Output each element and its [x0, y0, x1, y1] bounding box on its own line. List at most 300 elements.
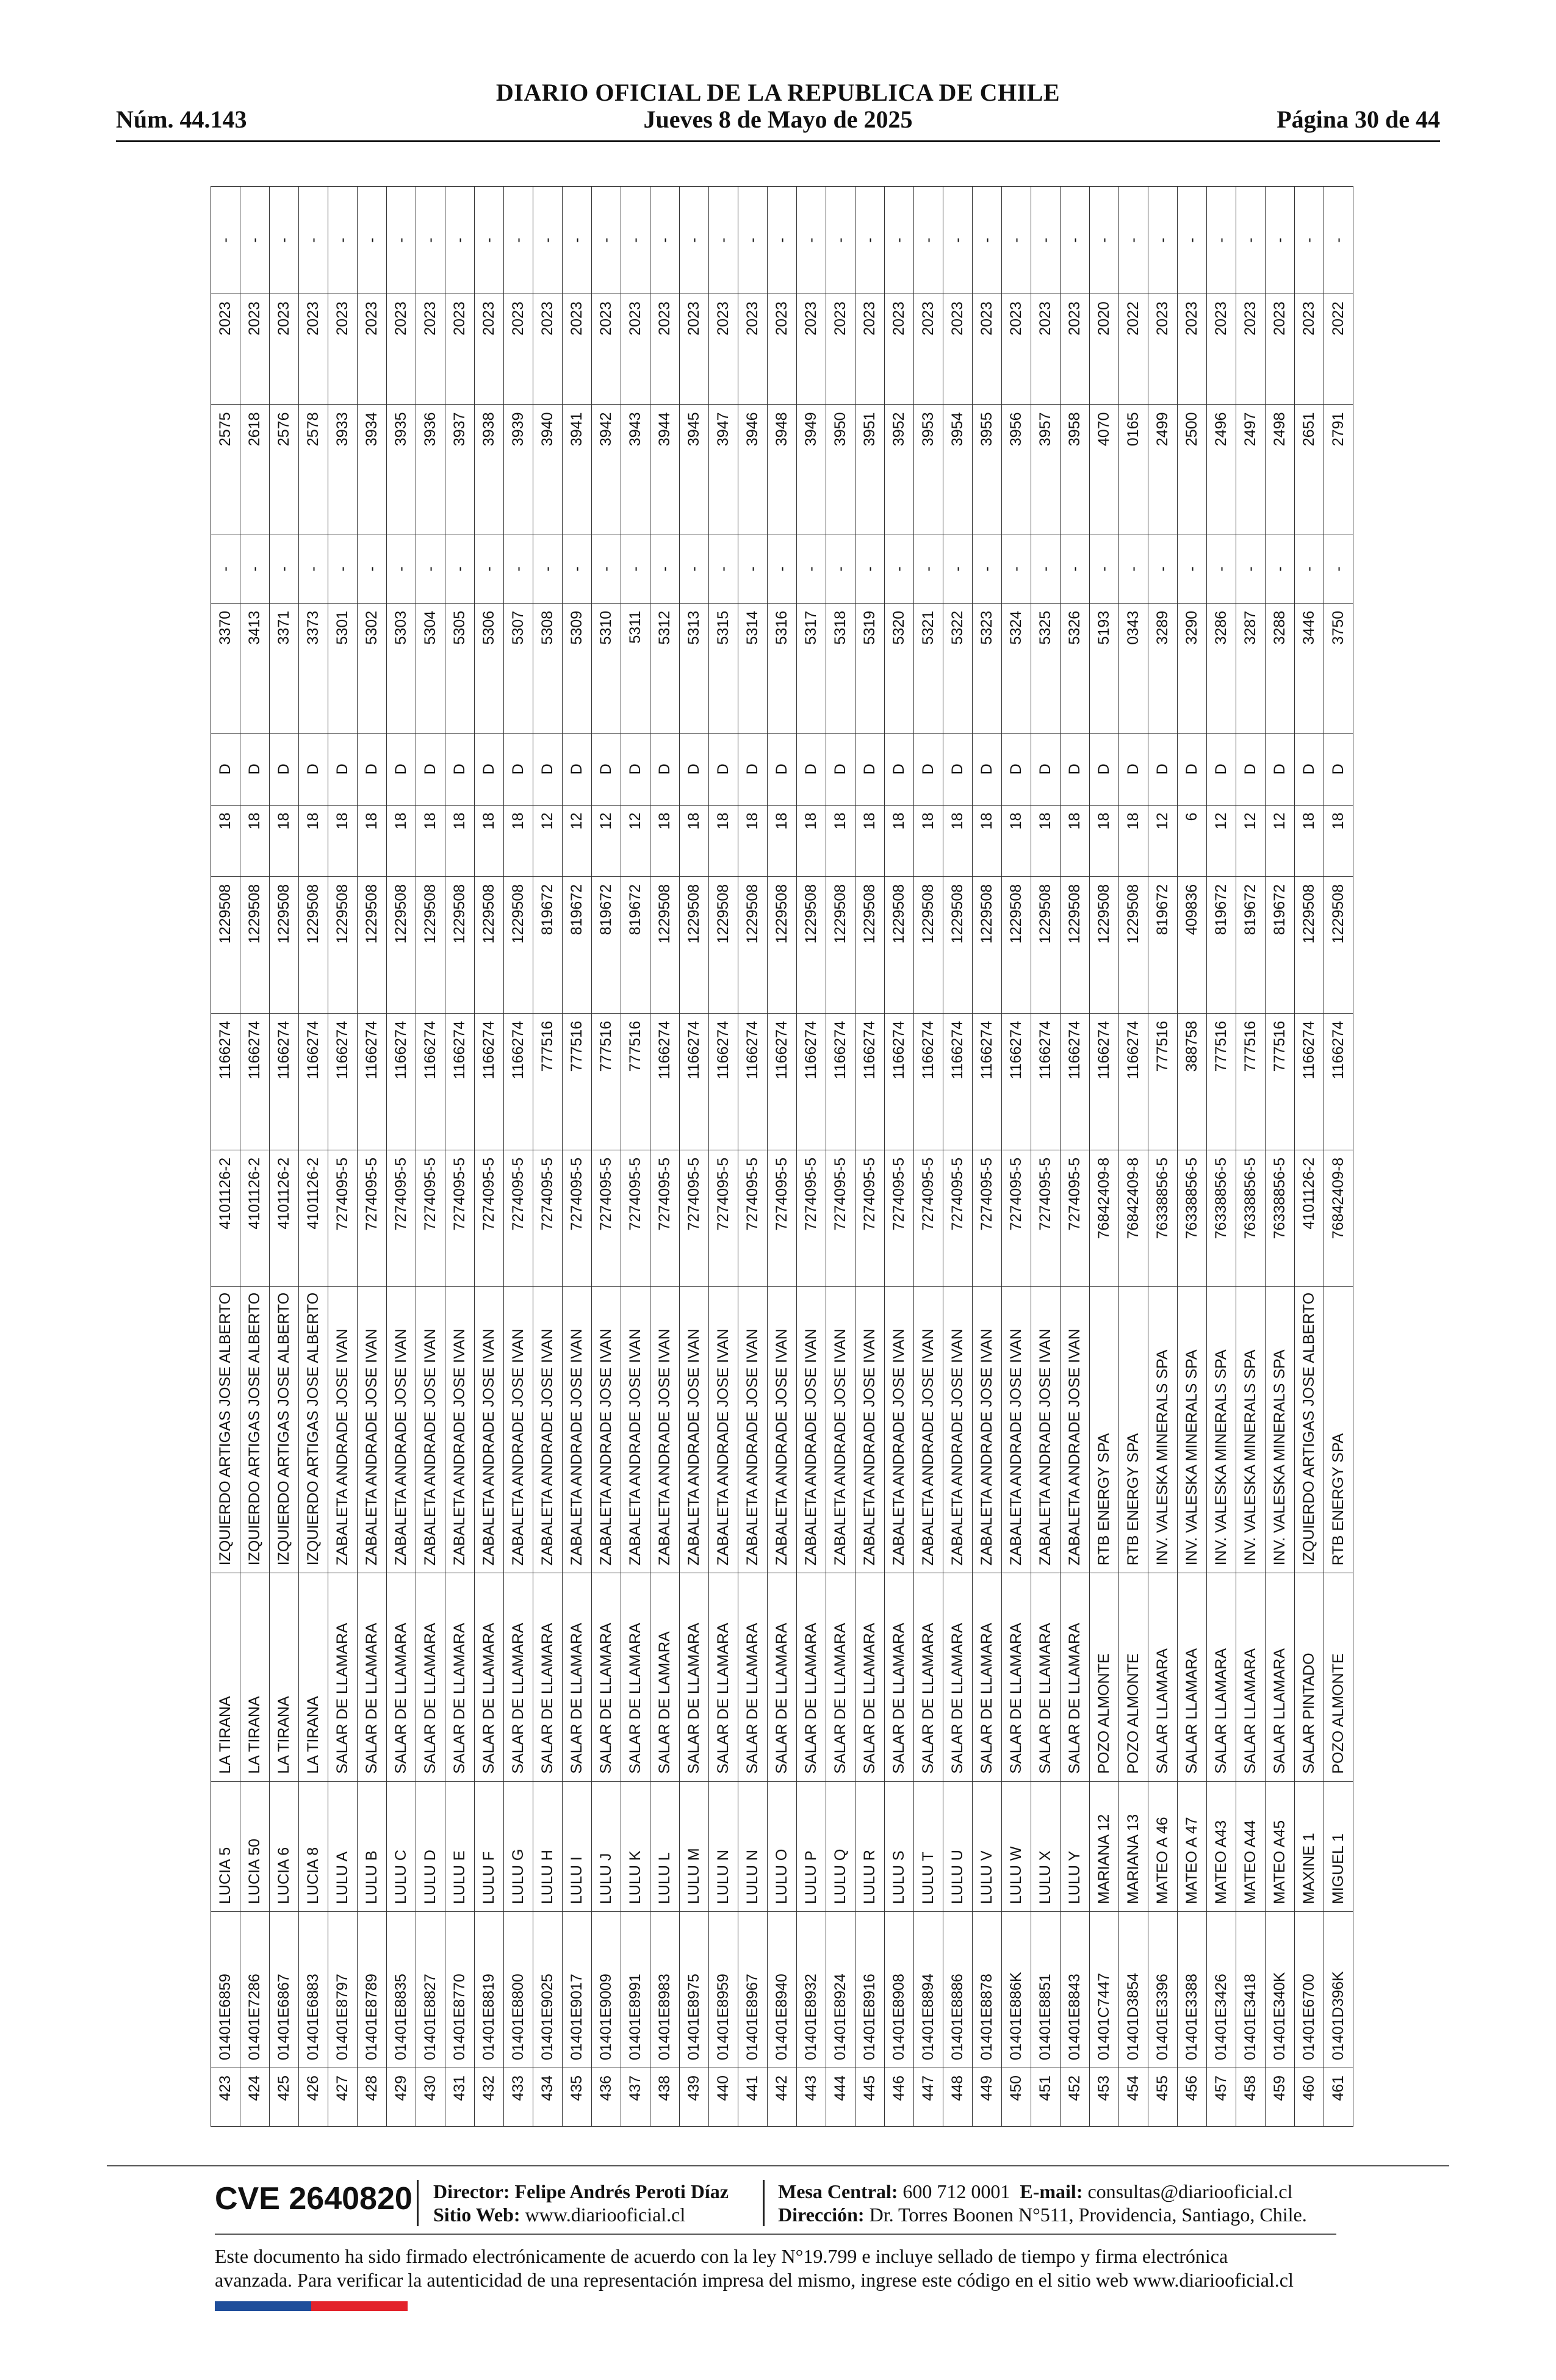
table-cell: D [358, 734, 387, 805]
table-cell: 1229508 [1061, 876, 1090, 1013]
table-cell: - [1324, 187, 1353, 294]
table-cell: 01401E3388 [1178, 1911, 1207, 2068]
table-cell: ZABALETA ANDRADE JOSE IVAN [328, 1286, 358, 1573]
table-cell: 7274095-5 [445, 1150, 475, 1286]
table-cell: - [738, 187, 768, 294]
table-cell: 7274095-5 [885, 1150, 914, 1286]
table-cell: - [299, 535, 328, 603]
table-cell: 7274095-5 [475, 1150, 504, 1286]
table-cell: 423 [211, 2068, 240, 2127]
table-cell: 434 [533, 2068, 563, 2127]
table-cell: 1166274 [1090, 1013, 1119, 1150]
table-cell: 4101126-2 [1295, 1150, 1324, 1286]
table-cell: 453 [1090, 2068, 1119, 2127]
table-cell: 1229508 [328, 876, 358, 1013]
table-cell: 2023 [709, 294, 738, 405]
director-block [433, 2180, 729, 2226]
table-cell: - [1324, 535, 1353, 603]
web-label: Sitio Web: [433, 2204, 520, 2226]
table-cell: LUCIA 50 [240, 1781, 270, 1911]
table-cell: 18 [240, 805, 270, 876]
table-cell: D [738, 734, 768, 805]
table-cell: 1229508 [1119, 876, 1148, 1013]
table-cell: ZABALETA ANDRADE JOSE IVAN [621, 1286, 650, 1573]
table-row [416, 187, 445, 2127]
table-cell: D [445, 734, 475, 805]
table-row [1207, 187, 1236, 2127]
table-cell: 18 [680, 805, 709, 876]
table-cell: POZO ALMONTE [1090, 1573, 1119, 1781]
table-row [270, 187, 299, 2127]
table-cell: 01401E3426 [1207, 1911, 1236, 2068]
table-cell: SALAR DE LLAMARA [387, 1573, 416, 1781]
newspaper-title: DIARIO OFICIAL DE LA REPUBLICA DE CHILE [495, 79, 1061, 106]
table-cell: 2023 [1061, 294, 1090, 405]
table-cell: - [973, 187, 1002, 294]
table-cell: - [445, 535, 475, 603]
table-cell: 1166274 [797, 1013, 826, 1150]
table-cell: 1229508 [445, 876, 475, 1013]
table-cell: 1166274 [358, 1013, 387, 1150]
table-cell: 18 [738, 805, 768, 876]
table-cell: 777516 [1236, 1013, 1266, 1150]
table-cell: - [650, 187, 680, 294]
table-cell: ZABALETA ANDRADE JOSE IVAN [797, 1286, 826, 1573]
table-cell: 18 [387, 805, 416, 876]
table-cell: 7274095-5 [650, 1150, 680, 1286]
table-cell: 18 [1119, 805, 1148, 876]
table-cell: 435 [563, 2068, 592, 2127]
table-cell: 18 [797, 805, 826, 876]
table-cell: 777516 [621, 1013, 650, 1150]
table-cell: 2578 [299, 405, 328, 535]
table-cell: 01401E9017 [563, 1911, 592, 2068]
table-cell: 3286 [1207, 603, 1236, 733]
table-cell: SALAR DE LLAMARA [914, 1573, 943, 1781]
table-cell: LULU K [621, 1781, 650, 1911]
table-cell: SALAR PINTADO [1295, 1573, 1324, 1781]
table-row [738, 187, 768, 2127]
table-cell: 459 [1266, 2068, 1295, 2127]
table-cell: 1229508 [826, 876, 855, 1013]
table-cell: 76842409-8 [1119, 1150, 1148, 1286]
table-cell: SALAR DE LLAMARA [973, 1573, 1002, 1781]
table-cell: D [299, 734, 328, 805]
table-row [592, 187, 621, 2127]
legal-line-2: avanzada. Para verificar la autenticidad de una representación impresa del mismo, ingrese este código en el sitio web www.diariooficial.cl [215, 2269, 1294, 2291]
table-cell: 1229508 [885, 876, 914, 1013]
table-cell: 12 [592, 805, 621, 876]
table-cell: IZQUIERDO ARTIGAS JOSE ALBERTO [240, 1286, 270, 1573]
table-cell: 5326 [1061, 603, 1090, 733]
table-cell: 76338856-5 [1207, 1150, 1236, 1286]
table-cell: 433 [504, 2068, 533, 2127]
table-cell: - [855, 187, 885, 294]
table-cell: SALAR DE LAMARA [650, 1573, 680, 1781]
table-cell: - [416, 187, 445, 294]
header-divider [116, 140, 1440, 142]
table-cell: 2023 [650, 294, 680, 405]
table-cell: 2499 [1148, 405, 1178, 535]
table-cell: 777516 [1266, 1013, 1295, 1150]
table-cell: 01401E7286 [240, 1911, 270, 2068]
table-cell: 1229508 [387, 876, 416, 1013]
table-cell: - [563, 535, 592, 603]
table-cell: 01401E8932 [797, 1911, 826, 2068]
table-cell: 7274095-5 [1031, 1150, 1061, 1286]
table-cell: 7274095-5 [768, 1150, 797, 1286]
table-cell: D [240, 734, 270, 805]
table-cell: 5323 [973, 603, 1002, 733]
table-cell: 18 [211, 805, 240, 876]
table-cell: 1166274 [1295, 1013, 1324, 1150]
table-cell: 441 [738, 2068, 768, 2127]
table-cell: 18 [768, 805, 797, 876]
table-cell: 4101126-2 [270, 1150, 299, 1286]
table-cell: ZABALETA ANDRADE JOSE IVAN [709, 1286, 738, 1573]
table-cell: 5304 [416, 603, 445, 733]
table-cell: 7274095-5 [797, 1150, 826, 1286]
table-cell: - [650, 535, 680, 603]
table-cell: 01401E8878 [973, 1911, 1002, 2068]
table-cell: 01401E8940 [768, 1911, 797, 2068]
table-cell: LULU U [943, 1781, 973, 1911]
table-cell: 1166274 [240, 1013, 270, 1150]
table-cell: - [475, 535, 504, 603]
table-cell: 1166274 [1031, 1013, 1061, 1150]
table-cell: 3934 [358, 405, 387, 535]
table-cell: 440 [709, 2068, 738, 2127]
table-cell: 2651 [1295, 405, 1324, 535]
table-cell: IZQUIERDO ARTIGAS JOSE ALBERTO [270, 1286, 299, 1573]
table-cell: 4070 [1090, 405, 1119, 535]
table-row [826, 187, 855, 2127]
table-cell: 449 [973, 2068, 1002, 2127]
table-cell: 819672 [592, 876, 621, 1013]
table-cell: SALAR DE LLAMARA [533, 1573, 563, 1781]
table-cell: 5306 [475, 603, 504, 733]
table-cell: 2023 [240, 294, 270, 405]
table-cell: 819672 [1207, 876, 1236, 1013]
table-cell: LUCIA 8 [299, 1781, 328, 1911]
table-cell: 1229508 [358, 876, 387, 1013]
table-cell: ZABALETA ANDRADE JOSE IVAN [533, 1286, 563, 1573]
table-cell: 3950 [826, 405, 855, 535]
table-cell: 1229508 [211, 876, 240, 1013]
table-cell: 2023 [738, 294, 768, 405]
table-cell: - [855, 535, 885, 603]
table-cell: - [358, 187, 387, 294]
table-cell: - [504, 535, 533, 603]
table-cell: 01401E8800 [504, 1911, 533, 2068]
table-cell: 819672 [1266, 876, 1295, 1013]
table-cell: LULU D [416, 1781, 445, 1911]
table-cell: 819672 [563, 876, 592, 1013]
table-cell: ZABALETA ANDRADE JOSE IVAN [1061, 1286, 1090, 1573]
table-cell: 1166274 [328, 1013, 358, 1150]
table-cell: 2023 [475, 294, 504, 405]
flag-stripe-red [311, 2301, 408, 2311]
table-cell: - [621, 187, 650, 294]
table-cell: 777516 [1148, 1013, 1178, 1150]
table-cell: D [621, 734, 650, 805]
table-cell: 2023 [797, 294, 826, 405]
table-cell: 1229508 [504, 876, 533, 1013]
table-row [621, 187, 650, 2127]
table-cell: LULU M [680, 1781, 709, 1911]
table-cell: D [563, 734, 592, 805]
table-row [768, 187, 797, 2127]
table-cell: D [709, 734, 738, 805]
table-cell: 438 [650, 2068, 680, 2127]
table-cell: 1229508 [1295, 876, 1324, 1013]
table-cell: D [1090, 734, 1119, 805]
table-cell: 7274095-5 [738, 1150, 768, 1286]
table-cell: ZABALETA ANDRADE JOSE IVAN [387, 1286, 416, 1573]
table-cell: MAXINE 1 [1295, 1781, 1324, 1911]
table-cell: LULU H [533, 1781, 563, 1911]
table-cell: 01401E8789 [358, 1911, 387, 2068]
table-cell: 4101126-2 [211, 1150, 240, 1286]
table-cell: 3290 [1178, 603, 1207, 733]
table-cell: 3935 [387, 405, 416, 535]
table-cell: SALAR DE LLAMARA [1031, 1573, 1061, 1781]
table-cell: 5311 [621, 603, 650, 733]
table-row [533, 187, 563, 2127]
table-cell: 5310 [592, 603, 621, 733]
table-cell: 12 [621, 805, 650, 876]
table-cell: - [1236, 535, 1266, 603]
table-cell: - [211, 187, 240, 294]
table-cell: MARIANA 12 [1090, 1781, 1119, 1911]
table-cell: 01401D3854 [1119, 1911, 1148, 2068]
table-cell: 3946 [738, 405, 768, 535]
table-cell: ZABALETA ANDRADE JOSE IVAN [1002, 1286, 1031, 1573]
table-cell: INV. VALESKA MINERALS SPA [1148, 1286, 1178, 1573]
table-cell: - [709, 535, 738, 603]
table-cell: LULU J [592, 1781, 621, 1911]
email-link[interactable]: consultas@diariooficial.cl [1087, 2180, 1293, 2202]
table-cell: 5325 [1031, 603, 1061, 733]
table-cell: - [1119, 535, 1148, 603]
table-cell: - [1090, 535, 1119, 603]
table-cell: 2500 [1178, 405, 1207, 535]
table-cell: INV. VALESKA MINERALS SPA [1236, 1286, 1266, 1573]
table-cell: - [270, 187, 299, 294]
table-cell: D [504, 734, 533, 805]
table-cell: - [914, 535, 943, 603]
table-row [1031, 187, 1061, 2127]
table-cell: - [1148, 187, 1178, 294]
table-cell: - [358, 535, 387, 603]
table-cell: SALAR DE LLAMARA [445, 1573, 475, 1781]
table-cell: 3289 [1148, 603, 1178, 733]
table-cell: - [533, 535, 563, 603]
table-cell: SALAR LLAMARA [1178, 1573, 1207, 1781]
table-cell: 3951 [855, 405, 885, 535]
table-cell: 5322 [943, 603, 973, 733]
table-cell: 409836 [1178, 876, 1207, 1013]
table-cell: 6 [1178, 805, 1207, 876]
table-cell: MATEO A 47 [1178, 1781, 1207, 1911]
concessions-table-container [211, 186, 1345, 2127]
table-cell: 2023 [211, 294, 240, 405]
table-cell: 5316 [768, 603, 797, 733]
table-cell: D [650, 734, 680, 805]
table-cell: 3373 [299, 603, 328, 733]
rotated-table-wrapper [211, 186, 1345, 2127]
table-row [504, 187, 533, 2127]
table-cell: 1229508 [240, 876, 270, 1013]
table-cell: - [797, 187, 826, 294]
table-cell: 01401E8894 [914, 1911, 943, 2068]
table-cell: 76842409-8 [1090, 1150, 1119, 1286]
table-cell: 01401E6859 [211, 1911, 240, 2068]
table-cell: 7274095-5 [416, 1150, 445, 1286]
table-cell: 18 [1324, 805, 1353, 876]
table-cell: 5308 [533, 603, 563, 733]
table-cell: 76842409-8 [1324, 1150, 1353, 1286]
table-row [328, 187, 358, 2127]
table-cell: 2022 [1119, 294, 1148, 405]
table-cell: 7274095-5 [855, 1150, 885, 1286]
table-cell: - [885, 535, 914, 603]
table-cell: - [211, 535, 240, 603]
table-cell: - [1266, 187, 1295, 294]
table-cell: 457 [1207, 2068, 1236, 2127]
table-cell: 18 [1295, 805, 1324, 876]
table-cell: 3944 [650, 405, 680, 535]
table-cell: - [826, 535, 855, 603]
table-cell: ZABALETA ANDRADE JOSE IVAN [738, 1286, 768, 1573]
table-cell: 2023 [445, 294, 475, 405]
table-cell: RTB ENERGY SPA [1324, 1286, 1353, 1573]
legal-line-1: Este documento ha sido firmado electrónicamente de acuerdo con la ley N°19.799 e incluye sellado de tiempo y firma electrónica [215, 2245, 1228, 2267]
table-cell: 18 [1090, 805, 1119, 876]
table-cell: 1166274 [680, 1013, 709, 1150]
table-cell: 1166274 [1324, 1013, 1353, 1150]
table-cell: LULU B [358, 1781, 387, 1911]
table-cell: 5319 [855, 603, 885, 733]
table-cell: D [1148, 734, 1178, 805]
table-cell: 3936 [416, 405, 445, 535]
table-cell: - [1119, 187, 1148, 294]
table-cell: 819672 [1148, 876, 1178, 1013]
table-cell: 7274095-5 [1061, 1150, 1090, 1286]
table-cell: SALAR LLAMARA [1207, 1573, 1236, 1781]
table-cell: - [1178, 535, 1207, 603]
table-cell: 455 [1148, 2068, 1178, 2127]
table-cell: 3956 [1002, 405, 1031, 535]
table-cell: SALAR LLAMARA [1236, 1573, 1266, 1781]
table-cell: 3287 [1236, 603, 1266, 733]
table-cell: 3371 [270, 603, 299, 733]
table-cell: 1229508 [855, 876, 885, 1013]
table-cell: LULU A [328, 1781, 358, 1911]
table-cell: 456 [1178, 2068, 1207, 2127]
table-cell: 777516 [592, 1013, 621, 1150]
table-cell: 12 [1266, 805, 1295, 876]
table-cell: MATEO A44 [1236, 1781, 1266, 1911]
table-cell: - [1002, 535, 1031, 603]
table-cell: - [504, 187, 533, 294]
table-row [1324, 187, 1353, 2127]
table-cell: 18 [650, 805, 680, 876]
legal-divider [215, 2234, 1336, 2235]
table-cell: 1166274 [738, 1013, 768, 1150]
table-cell: IZQUIERDO ARTIGAS JOSE ALBERTO [211, 1286, 240, 1573]
table-cell: D [1207, 734, 1236, 805]
table-cell: LA TIRANA [299, 1573, 328, 1781]
table-cell: 452 [1061, 2068, 1090, 2127]
table-cell: - [240, 535, 270, 603]
table-cell: ZABALETA ANDRADE JOSE IVAN [826, 1286, 855, 1573]
table-cell: 18 [1061, 805, 1090, 876]
table-cell: 1166274 [650, 1013, 680, 1150]
table-cell: 2023 [855, 294, 885, 405]
table-cell: 425 [270, 2068, 299, 2127]
table-cell: SALAR DE LLAMARA [416, 1573, 445, 1781]
table-cell: SALAR DE LLAMARA [592, 1573, 621, 1781]
table-cell: 76338856-5 [1236, 1150, 1266, 1286]
table-cell: 2618 [240, 405, 270, 535]
table-cell: 2023 [592, 294, 621, 405]
table-cell: LULU F [475, 1781, 504, 1911]
table-cell: SALAR DE LLAMARA [885, 1573, 914, 1781]
table-cell: LA TIRANA [211, 1573, 240, 1781]
table-cell: - [943, 535, 973, 603]
table-cell: 2575 [211, 405, 240, 535]
table-cell: D [768, 734, 797, 805]
table-cell: 2496 [1207, 405, 1236, 535]
issue-date: Jueves 8 de Mayo de 2025 [643, 106, 913, 133]
table-cell: - [445, 187, 475, 294]
table-cell: D [592, 734, 621, 805]
table-cell: LULU R [855, 1781, 885, 1911]
table-cell: D [1061, 734, 1090, 805]
table-cell: 18 [885, 805, 914, 876]
cve-code: CVE 2640820 [215, 2181, 412, 2216]
table-cell: 7274095-5 [1002, 1150, 1031, 1286]
table-cell: D [1266, 734, 1295, 805]
table-cell: 1166274 [475, 1013, 504, 1150]
table-body [211, 187, 1353, 2127]
table-cell: 2023 [563, 294, 592, 405]
table-cell: 2498 [1266, 405, 1295, 535]
table-cell: 01401E8967 [738, 1911, 768, 2068]
table-cell: RTB ENERGY SPA [1090, 1286, 1119, 1573]
mesa-label: Mesa Central: [778, 2180, 898, 2202]
table-cell: ZABALETA ANDRADE JOSE IVAN [943, 1286, 973, 1573]
table-cell: - [563, 187, 592, 294]
table-cell: SALAR DE LLAMARA [709, 1573, 738, 1781]
table-cell: 7274095-5 [358, 1150, 387, 1286]
table-cell: SALAR DE LLAMARA [358, 1573, 387, 1781]
table-cell: 2023 [416, 294, 445, 405]
website-link[interactable]: www.diariooficial.cl [525, 2204, 686, 2226]
table-cell: D [270, 734, 299, 805]
table-cell: 450 [1002, 2068, 1031, 2127]
table-cell: - [270, 535, 299, 603]
table-cell: ZABALETA ANDRADE JOSE IVAN [416, 1286, 445, 1573]
table-cell: 1229508 [1324, 876, 1353, 1013]
table-cell: 1166274 [445, 1013, 475, 1150]
table-cell: INV. VALESKA MINERALS SPA [1207, 1286, 1236, 1573]
table-cell: 01401E8770 [445, 1911, 475, 2068]
table-cell: 01401E9025 [533, 1911, 563, 2068]
table-cell: 1229508 [680, 876, 709, 1013]
table-cell: MIGUEL 1 [1324, 1781, 1353, 1911]
